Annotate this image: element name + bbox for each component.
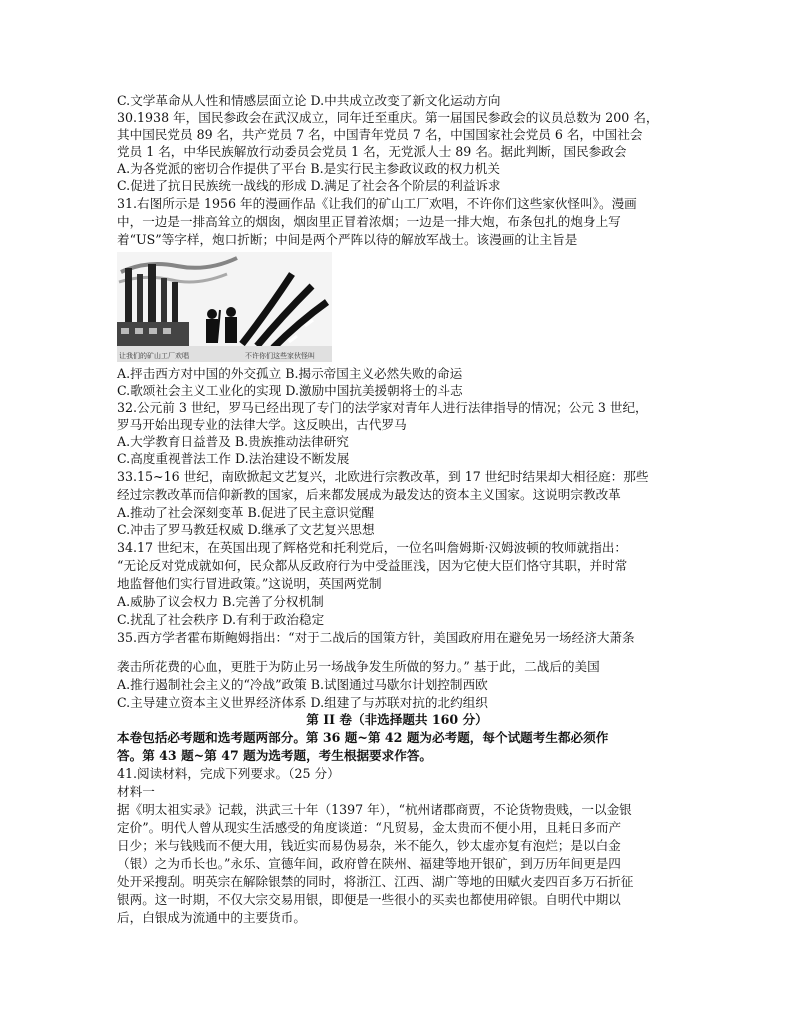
material-one-line-4: （银）之为币长也。”永乐、宣德年间，政府曾在陕州、福建等地开银矿，到万历年间更是四 — [117, 856, 621, 871]
q30-stem-line-3: 党员 1 名，中华民族解放行动委员会党员 1 名，无党派人士 89 名。据此判断，国民参政会 — [117, 144, 627, 159]
q35-options-ab: A.推行遏制社会主义的“冷战”政策 B.试图通过马歇尔计划控制西欧 — [117, 677, 488, 692]
q34-stem-line-3: 地监督他们实行冒进政策。”这说明，英国两党制 — [117, 576, 382, 591]
q35-options-cd: C.主导建立资本主义世界经济体系 D.组建了与苏联对抗的北约组织 — [117, 695, 488, 710]
material-one-line-7: 后，白银成为流通中的主要货币。 — [117, 910, 306, 925]
q33-stem-line-1: 33.15~16 世纪，南欧掀起文艺复兴，北欧进行宗教改革，到 17 世纪时结果却大相径庭：那些 — [117, 469, 649, 484]
cartoon-caption-right: 不许你们这些家伙怪叫 — [245, 352, 315, 360]
q33-stem-line-2: 经过宗教改革而信仰新教的国家，后来都发展成为最发达的资本主义国家。这说明宗教改革 — [117, 487, 621, 502]
material-one-heading: 材料一 — [117, 784, 155, 799]
section-instructions-line-1: 本卷包括必考题和选考题两部分。第 36 题~第 42 题为必考题，每个试题考生都必须作 — [117, 730, 609, 745]
q29-options-cd: C.文学革命从人性和情感层面立论 D.中共成立改变了新文化运动方向 — [117, 93, 501, 108]
material-one-line-5: 处开采搜刮。明英宗在解除银禁的同时，将浙江、江西、湖广等地的田赋火麦四百多万石折征 — [117, 874, 634, 889]
q30-options-cd: C.促进了抗日民族统一战线的形成 D.满足了社会各个阶层的利益诉求 — [117, 178, 501, 193]
section-title: 第 II 卷（非选择题共 160 分） — [306, 712, 488, 727]
q32-options-cd: C.高度重视普法工作 D.法治建设不断发展 — [117, 451, 350, 466]
q31-stem-line-3: 着“US”等字样，炮口折断；中间是两个严阵以待的解放军战士。该漫画的让主旨是 — [117, 232, 578, 247]
material-one-line-3: 日少；米与钱贱而不便大用，钱近实而易伪易杂，米不能久，钞太虚亦复有泡烂；是以白金 — [117, 838, 621, 853]
q30-options-ab: A.为各党派的密切合作提供了平台 B.是实行民主参政议政的权力机关 — [117, 161, 500, 176]
q32-options-ab: A.大学教育日益普及 B.贵族推动法律研究 — [117, 434, 349, 449]
q31-stem-line-1: 31.右图所示是 1956 年的漫画作品《让我们的矿山工厂欢唱，不许你们这些家伙怪叫》。漫画 — [117, 196, 637, 211]
q32-stem-line-2: 罗马开始出现专业的法律大学。这反映出，古代罗马 — [117, 417, 407, 432]
q31-options-ab: A.抨击西方对中国的外交孤立 B.揭示帝国主义必然失败的命运 — [117, 366, 463, 381]
q33-options-ab: A.推动了社会深刻变革 B.促进了民主意识觉醒 — [117, 505, 375, 520]
q34-stem-line-2: “无论反对党成就如何，民众都从反政府行为中受益匪浅，因为它使大臣们恪守其职，并时常 — [117, 558, 628, 573]
q31-stem-line-2: 中，一边是一排高耸立的烟囱，烟囱里正冒着浓烟；一边是一排大炮，布条包扎的炮身上写 — [117, 214, 621, 229]
q34-options-cd: C.扰乱了社会秩序 D.有利于政治稳定 — [117, 612, 325, 627]
section-instructions-line-2: 答。第 43 题~第 47 题为选考题，考生根据要求作答。 — [117, 748, 433, 763]
q33-options-cd: C.冲击了罗马教廷权威 D.继承了文艺复兴思想 — [117, 522, 375, 537]
cartoon-caption-left: 让我们的矿山工厂欢唱 — [119, 352, 189, 360]
q34-stem-line-1: 34.17 世纪末，在英国出现了辉格党和托利党后，一位名叫詹姆斯·汉姆波顿的牧师就指出： — [117, 540, 628, 555]
q35-stem-line-1: 35.西方学者霍布斯鲍姆指出：“对于二战后的国策方针，美国政府用在避免另一场经济大萧条 — [117, 630, 635, 645]
material-one-line-2: 定价”。明代人曾从现实生活感受的角度谈道：“凡贸易，金太贵而不便小用，且耗日多而产 — [117, 820, 622, 835]
q30-stem-line-1: 30.1938 年，国民参政会在武汉成立，同年迁至重庆。第一届国民参政会的议员总数为 200 名， — [117, 110, 659, 125]
material-one-line-6: 银两。这一时期，不仅大宗交易用银，即便是一些很小的买卖也都使用碎银。自明代中期以 — [117, 892, 621, 907]
q32-stem-line-1: 32.公元前 3 世纪，罗马已经出现了专门的法学家对青年人进行法律指导的情况；公元 3 世纪， — [117, 400, 648, 415]
material-one-line-1: 据《明太祖实录》记载，洪武三十年（1397 年），“杭州诸郡商贾，不论货物贵贱，一以金银 — [117, 802, 632, 817]
q34-options-ab: A.威胁了议会权力 B.完善了分权机制 — [117, 594, 324, 609]
q41-stem: 41.阅读材料，完成下列要求。（25 分） — [117, 766, 340, 781]
cartoon-image — [117, 252, 332, 362]
q30-stem-line-2: 其中国民党员 89 名，共产党员 7 名，中国青年党员 7 名，中国国家社会党员 6 名，中国社会 — [117, 127, 643, 142]
q31-options-cd: C.歌颂社会主义工业化的实现 D.激励中国抗美援朝将士的斗志 — [117, 383, 463, 398]
q35-stem-line-2: 袭击所花费的心血，更胜于为防止另一场战争发生所做的努力。” 基于此，二战后的美国 — [117, 659, 600, 674]
